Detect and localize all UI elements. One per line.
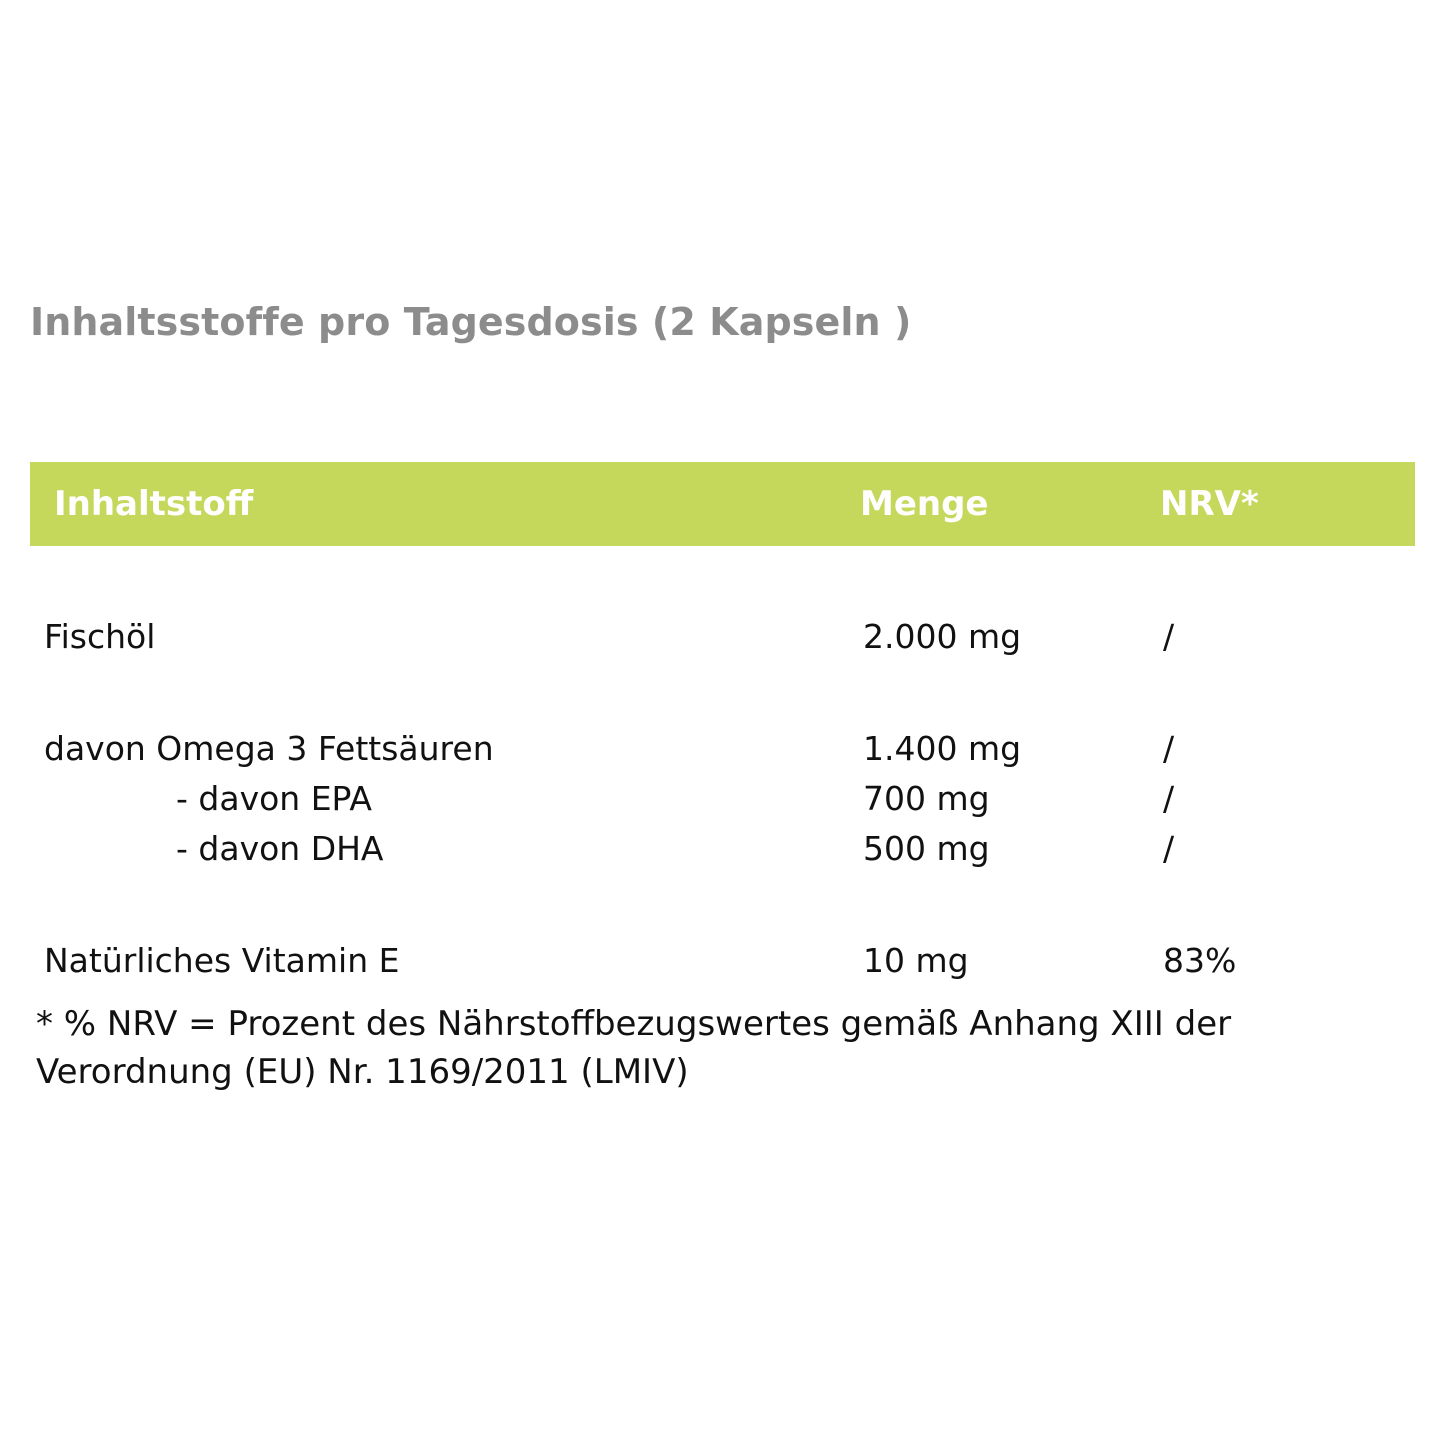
table-row: [30, 774, 1415, 824]
table-row: [30, 824, 1415, 874]
column-header-nrv: NRV*: [1160, 462, 1415, 546]
table-header: [30, 462, 1415, 546]
cell-ingredient: Natürliches Vitamin E: [44, 941, 400, 980]
nutrition-table: [30, 462, 1415, 986]
page-title: Inhaltsstoffe pro Tagesdosis (2 Kapseln ): [30, 300, 912, 344]
cell-amount: 700 mg: [863, 779, 990, 818]
cell-nrv: /: [1163, 617, 1175, 656]
cell-amount: 10 mg: [863, 941, 969, 980]
cell-amount: 500 mg: [863, 829, 990, 868]
cell-nrv: /: [1163, 729, 1175, 768]
table-row: [30, 724, 1415, 774]
cell-ingredient: [30, 774, 860, 824]
column-header-ingredient: Inhaltstoff: [30, 462, 860, 546]
column-header-amount: Menge: [860, 462, 1160, 546]
nrv-footnote: * % NRV = Prozent des Nährstoffbezugswertes gemäß Anhang XIII der Verordnung (EU) Nr. 1169/2011 (LMIV): [36, 1004, 1232, 1093]
cell-ingredient: [30, 824, 860, 874]
cell-amount: 2.000 mg: [863, 617, 1022, 656]
cell-nrv: /: [1163, 779, 1175, 818]
cell-amount: 1.400 mg: [863, 729, 1022, 768]
cell-ingredient-label: - davon EPA: [176, 779, 372, 818]
table-spacer: [30, 662, 1415, 724]
cell-nrv: /: [1163, 829, 1175, 868]
table-header-row: [30, 462, 1415, 546]
table-spacer: [30, 874, 1415, 936]
table-spacer: [30, 546, 1415, 612]
cell-ingredient: davon Omega 3 Fettsäuren: [44, 729, 494, 768]
table-row: [30, 612, 1415, 662]
table-row: [30, 936, 1415, 986]
table-body: [30, 546, 1415, 986]
cell-ingredient-label: - davon DHA: [176, 829, 384, 868]
cell-nrv: 83%: [1163, 941, 1237, 980]
cell-ingredient: Fischöl: [44, 617, 156, 656]
